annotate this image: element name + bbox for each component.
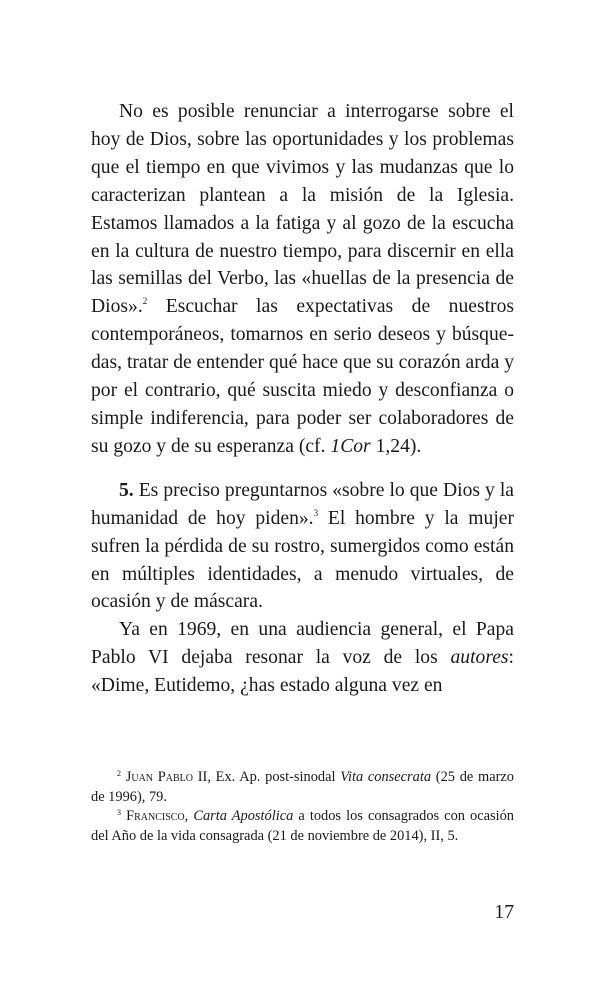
footnote-3: $^3$ Francisco, Carta Apostólica a todos los consagrados con ocasión del Año de la vida consagrada (21 de noviembre de 2014), II, 5. [91, 808, 514, 844]
footnote-ref-2: 2 [142, 296, 148, 307]
page-number: 17 [494, 902, 514, 923]
footnotes [91, 768, 514, 846]
paragraph-1: No es posible renunciar a interrogarse sobre el hoy de Dios, sobre las oportunidades y los problemas que el tiempo en que vivimos y las mudanzas que lo caracterizan plantean a la misión de la Iglesia. Estamos llamados a la fatiga y al gozo de la escucha en la cultura de nuestro tiempo, para discernir en ella las semillas del Verbo, las «huellas de la presencia de Dios».$^2$ Escuchar las expectativas de nuestros contemporáneos, tomarnos en serio deseos y búsquedas, tratar de entender qué hace que su corazón arda y por el contrario, qué suscita miedo y desconfianza o simple indiferencia, para poder ser colaboradores de su gozo y de su esperanza (cf. 1Cor 1,24). [91, 101, 514, 457]
bible-reference: 1Cor [330, 435, 371, 457]
body-text [91, 98, 514, 700]
section-number: 5. [119, 479, 134, 501]
footnote-2: $^2$ Juan Pablo II, Ex. Ap. post-sinodal Vita consecrata (25 de marzo de 1996), 79. [91, 769, 514, 805]
footnote-ref-3: 3 [313, 507, 319, 518]
paragraph-2: 5. Es preciso preguntarnos «sobre lo que Dios y la humanidad de hoy piden».$^3$ El hombre y la mujer sufren la pérdida de su rostro, sumergidos como están en múltiples identidades, a menudo virtuales, de ocasión y de máscara. [91, 479, 514, 613]
paragraph-3: Ya en 1969, en una audiencia general, el Papa Pablo VI dejaba resonar la voz de los autores: «Dime, Eutidemo, ¿has estado alguna vez en [91, 619, 514, 697]
